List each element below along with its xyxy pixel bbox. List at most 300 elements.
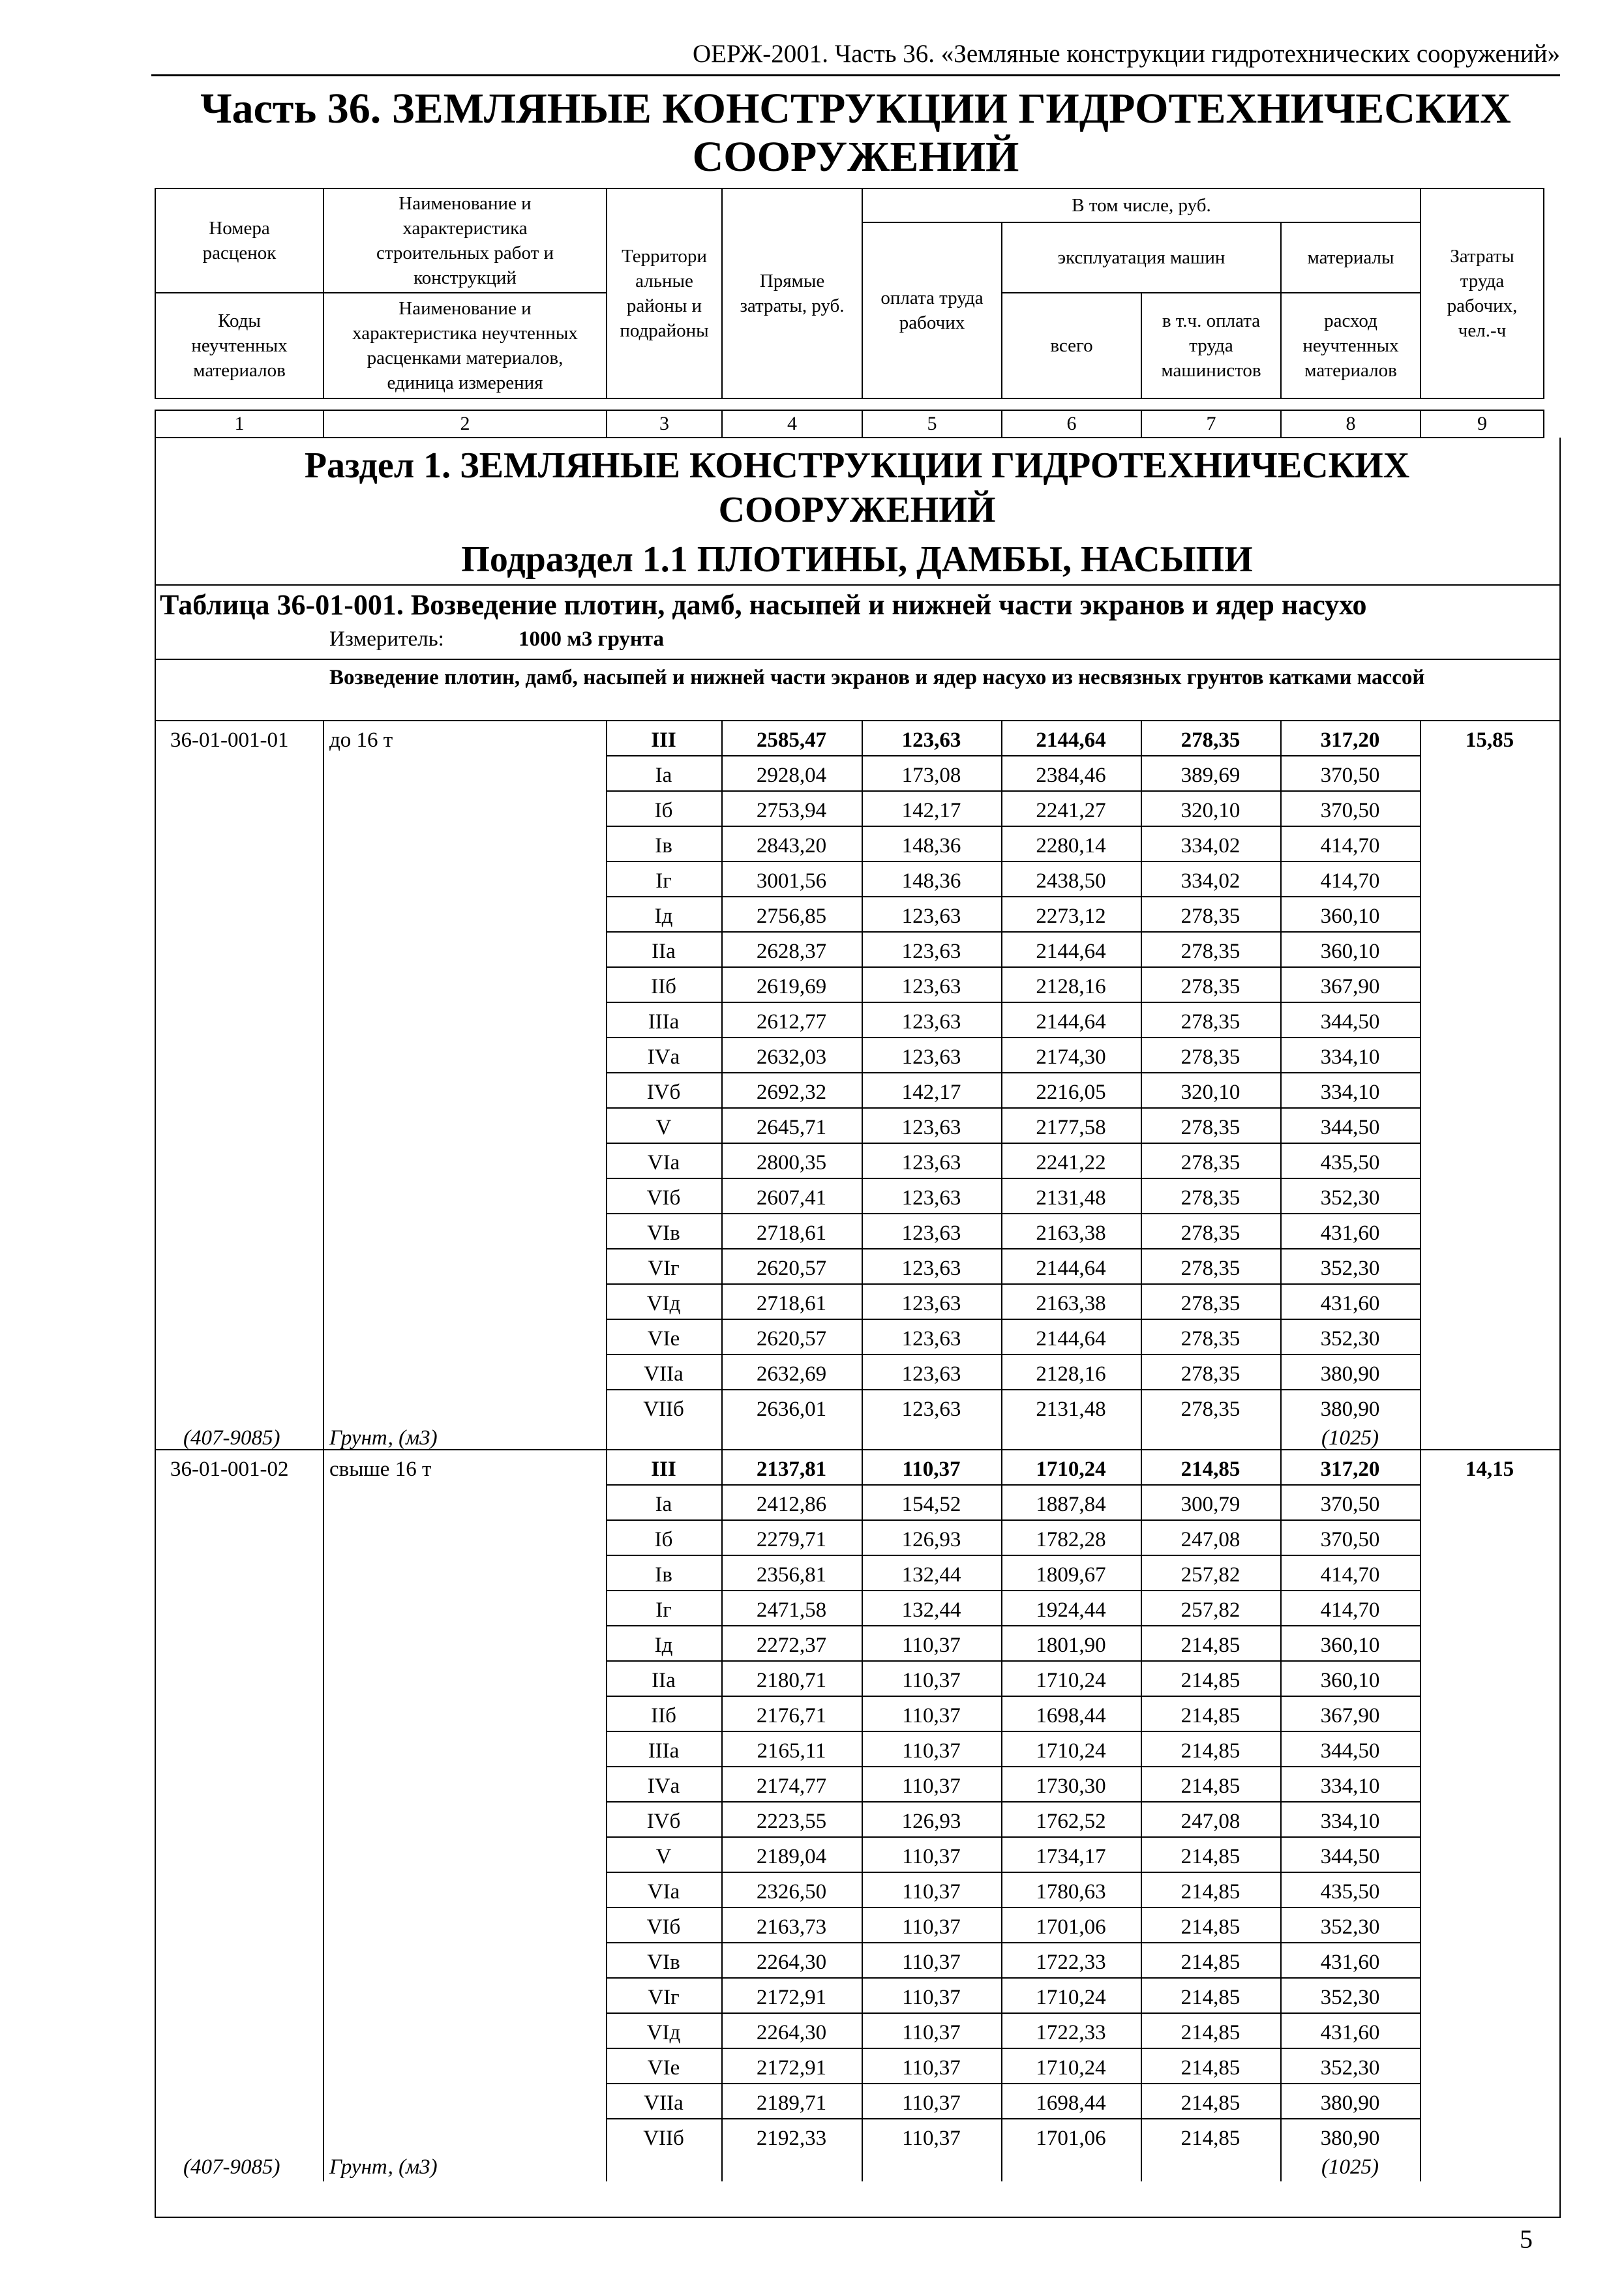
materials-cell: 431,60 (1320, 1292, 1380, 1315)
district-cell: Iа (655, 1493, 672, 1516)
machines-total-cell: 1730,30 (1036, 1774, 1106, 1798)
column-number: 9 (1421, 410, 1544, 438)
district-cell: Iг (655, 869, 672, 893)
operator-pay-cell: 278,35 (1180, 1010, 1241, 1034)
materials-cell: 334,10 (1320, 1081, 1380, 1104)
operator-pay-cell: 334,02 (1180, 834, 1241, 858)
district-cell: Iа (655, 764, 672, 787)
row-divider (606, 1213, 1420, 1214)
direct-costs-cell: 2174,77 (756, 1774, 827, 1798)
district-cell: IVб (646, 1081, 681, 1104)
work-name: свыше 16 т (329, 1458, 432, 1481)
machines-total-cell: 2384,46 (1036, 764, 1106, 787)
row-divider (606, 1037, 1420, 1038)
operator-pay-cell: 278,35 (1180, 975, 1241, 998)
materials-cell: 317,20 (1320, 1458, 1380, 1481)
direct-costs-cell: 2628,37 (756, 940, 827, 963)
header-operator-pay: в т.ч. оплата труда машинистов (1141, 293, 1281, 398)
direct-costs-cell: 2137,81 (756, 1458, 827, 1481)
direct-costs-cell: 2412,86 (756, 1493, 827, 1516)
direct-costs-cell: 2176,71 (756, 1704, 827, 1728)
worker-pay-cell: 126,93 (901, 1810, 961, 1833)
direct-costs-cell: 2272,37 (756, 1634, 827, 1657)
direct-costs-cell: 2180,71 (756, 1669, 827, 1692)
materials-cell: 414,70 (1320, 1563, 1380, 1587)
materials-cell: 367,90 (1320, 1704, 1380, 1728)
direct-costs-cell: 2471,58 (756, 1598, 827, 1622)
machines-total-cell: 1809,67 (1036, 1563, 1106, 1587)
machines-total-cell: 1924,44 (1036, 1598, 1106, 1622)
column-divider (1420, 720, 1421, 2181)
district-cell: VIе (647, 1327, 680, 1351)
materials-cell: 435,50 (1320, 1880, 1380, 1904)
district-cell: IVа (647, 1045, 680, 1069)
worker-pay-cell: 154,52 (901, 1493, 961, 1516)
worker-pay-cell: 142,17 (901, 799, 961, 822)
district-cell: Iб (654, 1528, 673, 1551)
header-including: В том числе, руб. (862, 188, 1421, 222)
direct-costs-cell: 2172,91 (756, 2056, 827, 2080)
machines-total-cell: 1762,52 (1036, 1810, 1106, 1833)
operator-pay-cell: 278,35 (1180, 1045, 1241, 1069)
worker-pay-cell: 132,44 (901, 1563, 961, 1587)
operator-pay-cell: 214,85 (1180, 2021, 1241, 2044)
machines-total-cell: 2144,64 (1036, 1010, 1106, 1034)
machines-total-cell: 1722,33 (1036, 2021, 1106, 2044)
district-cell: VIб (646, 1186, 681, 1210)
materials-cell: 352,30 (1320, 1257, 1380, 1280)
row-divider (606, 1660, 1420, 1662)
direct-costs-cell: 2718,61 (756, 1292, 827, 1315)
machines-total-cell: 2131,48 (1036, 1398, 1106, 1421)
direct-costs-cell: 2620,57 (756, 1257, 827, 1280)
operator-pay-cell: 214,85 (1180, 1669, 1241, 1692)
row-divider (606, 2118, 1420, 2119)
rate-code: 36-01-001-01 (170, 728, 289, 752)
header-work-name: Наименование и характеристика строительных работ и конструкций (323, 188, 607, 293)
direct-costs-cell: 2800,35 (756, 1151, 827, 1174)
row-divider (606, 755, 1420, 756)
column-number: 8 (1281, 410, 1421, 438)
row-divider (606, 1590, 1420, 1591)
direct-costs-cell: 2356,81 (756, 1563, 827, 1587)
operator-pay-cell: 278,35 (1180, 1151, 1241, 1174)
materials-cell: 352,30 (1320, 2056, 1380, 2080)
worker-pay-cell: 123,63 (901, 1362, 961, 1386)
operator-pay-cell: 214,85 (1180, 1880, 1241, 1904)
worker-pay-cell: 123,63 (901, 1398, 961, 1421)
materials-cell: 370,50 (1320, 1493, 1380, 1516)
material-name: Грунт, (м3) (329, 1426, 438, 1450)
worker-pay-cell: 110,37 (902, 1845, 961, 1868)
divider (155, 584, 1559, 586)
machines-total-cell: 1801,90 (1036, 1634, 1106, 1657)
direct-costs-cell: 2192,33 (756, 2127, 827, 2150)
district-cell: Iв (655, 1563, 672, 1587)
district-cell: VIа (647, 1880, 680, 1904)
worker-pay-cell: 123,63 (901, 1010, 961, 1034)
machines-total-cell: 2163,38 (1036, 1292, 1106, 1315)
machines-total-cell: 2128,16 (1036, 975, 1106, 998)
table-title: Таблица 36-01-001. Возведение плотин, дамб, насыпей и нижней части экранов и ядер насухо (160, 589, 1367, 621)
machines-total-cell: 2438,50 (1036, 869, 1106, 893)
worker-pay-cell: 110,37 (902, 2056, 961, 2080)
materials-cell: 370,50 (1320, 764, 1380, 787)
column-divider (323, 720, 324, 2181)
material-code: (407-9085) (183, 1426, 280, 1450)
direct-costs-cell: 2326,50 (756, 1880, 827, 1904)
row-divider (606, 1072, 1420, 1073)
district-cell: VIв (647, 1951, 680, 1974)
machines-total-cell: 1887,84 (1036, 1493, 1106, 1516)
materials-cell: 380,90 (1320, 2091, 1380, 2115)
row-divider (606, 896, 1420, 897)
district-cell: V (655, 1845, 672, 1868)
district-cell: Iб (654, 799, 673, 822)
worker-pay-cell: 123,63 (901, 1116, 961, 1139)
district-cell: Iг (655, 1598, 672, 1622)
material-quantity: (1025) (1321, 1426, 1379, 1450)
machines-total-cell: 2241,27 (1036, 799, 1106, 822)
district-cell: IVа (647, 1774, 680, 1798)
operator-pay-cell: 300,79 (1180, 1493, 1241, 1516)
worker-pay-cell: 123,63 (901, 728, 961, 752)
operator-pay-cell: 257,82 (1180, 1563, 1241, 1587)
district-cell: VIе (647, 2056, 680, 2080)
machines-total-cell: 1701,06 (1036, 1915, 1106, 1939)
divider (155, 659, 1559, 660)
material-quantity: (1025) (1321, 2155, 1379, 2179)
worker-pay-cell: 123,63 (901, 1327, 961, 1351)
direct-costs-cell: 2636,01 (756, 1398, 827, 1421)
materials-cell: 344,50 (1320, 1845, 1380, 1868)
district-cell: Iд (654, 1634, 673, 1657)
district-cell: VIIа (644, 1362, 684, 1386)
row-divider (606, 2012, 1420, 2014)
worker-pay-cell: 123,63 (901, 905, 961, 928)
row-divider (606, 1907, 1420, 1908)
district-cell: IIб (651, 1704, 676, 1728)
table-header (155, 188, 1544, 399)
district-cell: IVб (646, 1810, 681, 1833)
header-worker-pay: оплата труда рабочих (862, 222, 1002, 398)
machines-total-cell: 2216,05 (1036, 1081, 1106, 1104)
materials-cell: 380,90 (1320, 2127, 1380, 2150)
divider (155, 720, 1559, 721)
labor-costs-value: 14,15 (1465, 1458, 1514, 1481)
machines-total-cell: 1698,44 (1036, 2091, 1106, 2115)
operator-pay-cell: 214,85 (1180, 1458, 1241, 1481)
district-cell: VIг (648, 1986, 680, 2009)
district-cell: VIг (648, 1257, 680, 1280)
machines-total-cell: 2144,64 (1036, 1257, 1106, 1280)
worker-pay-cell: 173,08 (901, 764, 961, 787)
district-cell: Iв (655, 834, 672, 858)
direct-costs-cell: 2620,57 (756, 1327, 827, 1351)
worker-pay-cell: 132,44 (901, 1598, 961, 1622)
materials-cell: 380,90 (1320, 1398, 1380, 1421)
machines-total-cell: 2177,58 (1036, 1116, 1106, 1139)
row-divider (606, 1002, 1420, 1003)
worker-pay-cell: 123,63 (901, 975, 961, 998)
material-code: (407-9085) (183, 2155, 280, 2179)
row-divider (606, 826, 1420, 827)
materials-cell: 431,60 (1320, 2021, 1380, 2044)
measure-value: 1000 м3 грунта (519, 627, 665, 651)
materials-cell: 352,30 (1320, 1915, 1380, 1939)
materials-cell: 414,70 (1320, 869, 1380, 893)
row-divider (606, 1389, 1420, 1390)
materials-cell: 352,30 (1320, 1986, 1380, 2009)
direct-costs-cell: 2189,71 (756, 2091, 827, 2115)
worker-pay-cell: 110,37 (902, 2091, 961, 2115)
operator-pay-cell: 278,35 (1180, 940, 1241, 963)
materials-cell: 344,50 (1320, 1010, 1380, 1034)
worker-pay-cell: 123,63 (901, 1151, 961, 1174)
materials-cell: 360,10 (1320, 1669, 1380, 1692)
worker-pay-cell: 110,37 (902, 1704, 961, 1728)
running-header-text: ОЕРЖ-2001. Часть 36. «Земляные конструкции гидротехнических сооружений» (693, 40, 1560, 68)
machines-total-cell: 2131,48 (1036, 1186, 1106, 1210)
operator-pay-cell: 278,35 (1180, 1186, 1241, 1210)
row-divider (606, 1519, 1420, 1521)
row-divider (606, 1801, 1420, 1803)
machines-total-cell: 2144,64 (1036, 1327, 1106, 1351)
row-divider (606, 931, 1420, 933)
district-cell: V (655, 1116, 672, 1139)
machines-total-cell: 1710,24 (1036, 2056, 1106, 2080)
machines-total-cell: 2174,30 (1036, 1045, 1106, 1069)
materials-cell: 352,30 (1320, 1186, 1380, 1210)
worker-pay-cell: 123,63 (901, 1221, 961, 1245)
worker-pay-cell: 123,63 (901, 1045, 961, 1069)
row-divider (606, 1731, 1420, 1732)
district-cell: VIб (646, 1915, 681, 1939)
direct-costs-cell: 2264,30 (756, 1951, 827, 1974)
column-number: 7 (1141, 410, 1281, 438)
machines-total-cell: 1780,63 (1036, 1880, 1106, 1904)
worker-pay-cell: 110,37 (902, 1669, 961, 1692)
district-cell: III (651, 728, 676, 752)
materials-cell: 360,10 (1320, 905, 1380, 928)
direct-costs-cell: 2279,71 (756, 1528, 827, 1551)
worker-pay-cell: 123,63 (901, 940, 961, 963)
district-cell: VIа (647, 1151, 680, 1174)
operator-pay-cell: 278,35 (1180, 1398, 1241, 1421)
operator-pay-cell: 214,85 (1180, 2056, 1241, 2080)
direct-costs-cell: 2172,91 (756, 1986, 827, 2009)
operator-pay-cell: 320,10 (1180, 1081, 1241, 1104)
direct-costs-cell: 2753,94 (756, 799, 827, 822)
materials-cell: 414,70 (1320, 834, 1380, 858)
rate-code: 36-01-001-02 (170, 1458, 289, 1481)
row-divider (606, 1354, 1420, 1355)
work-description: Возведение плотин, дамб, насыпей и нижней части экранов и ядер насухо из несвязных грунтов катками массой (329, 666, 1425, 689)
district-cell: VIд (646, 2021, 681, 2044)
header-machines-total: всего (1002, 293, 1141, 398)
materials-cell: 317,20 (1320, 728, 1380, 752)
direct-costs-cell: 2928,04 (756, 764, 827, 787)
materials-cell: 431,60 (1320, 1221, 1380, 1245)
worker-pay-cell: 110,37 (902, 1880, 961, 1904)
row-divider (606, 1143, 1420, 1144)
machines-total-cell: 2280,14 (1036, 834, 1106, 858)
section-title-line1: Раздел 1. ЗЕМЛЯНЫЕ КОНСТРУКЦИИ ГИДРОТЕХНИЧЕСКИХ (304, 445, 1410, 486)
operator-pay-cell: 278,35 (1180, 1257, 1241, 1280)
row-divider (606, 1484, 1420, 1486)
worker-pay-cell: 142,17 (901, 1081, 961, 1104)
operator-pay-cell: 257,82 (1180, 1598, 1241, 1622)
direct-costs-cell: 2843,20 (756, 834, 827, 858)
operator-pay-cell: 389,69 (1180, 764, 1241, 787)
worker-pay-cell: 110,37 (902, 1774, 961, 1798)
column-number: 6 (1002, 410, 1141, 438)
operator-pay-cell: 247,08 (1180, 1528, 1241, 1551)
operator-pay-cell: 214,85 (1180, 1634, 1241, 1657)
header-machine-operation: эксплуатация машин (1002, 222, 1281, 293)
materials-cell: 370,50 (1320, 799, 1380, 822)
column-number-row (155, 410, 1544, 438)
column-number: 2 (323, 410, 607, 438)
row-divider (606, 1836, 1420, 1838)
row-divider (606, 1766, 1420, 1767)
running-header (151, 34, 1560, 76)
header-direct-costs: Прямые затраты, руб. (722, 188, 862, 398)
operator-pay-cell: 278,35 (1180, 728, 1241, 752)
row-divider (606, 1555, 1420, 1556)
worker-pay-cell: 110,37 (902, 2127, 961, 2150)
row-divider (606, 2048, 1420, 2049)
column-number: 5 (862, 410, 1002, 438)
header-material-codes: Коды неучтенных материалов (155, 293, 323, 398)
row-divider (606, 1872, 1420, 1873)
worker-pay-cell: 110,37 (902, 2021, 961, 2044)
district-cell: VIIб (643, 2127, 684, 2150)
direct-costs-cell: 2585,47 (756, 728, 827, 752)
operator-pay-cell: 278,35 (1180, 905, 1241, 928)
district-cell: IIа (652, 940, 676, 963)
materials-cell: 367,90 (1320, 975, 1380, 998)
district-cell: IIIа (648, 1739, 680, 1763)
materials-cell: 344,50 (1320, 1116, 1380, 1139)
materials-cell: 414,70 (1320, 1598, 1380, 1622)
operator-pay-cell: 278,35 (1180, 1362, 1241, 1386)
direct-costs-cell: 2756,85 (756, 905, 827, 928)
operator-pay-cell: 278,35 (1180, 1221, 1241, 1245)
machines-total-cell: 2241,22 (1036, 1151, 1106, 1174)
district-cell: Iд (654, 905, 673, 928)
worker-pay-cell: 110,37 (902, 1739, 961, 1763)
header-rate-numbers: Номера расценок (155, 188, 323, 293)
materials-cell: 334,10 (1320, 1774, 1380, 1798)
labor-costs-value: 15,85 (1465, 728, 1514, 752)
materials-cell: 380,90 (1320, 1362, 1380, 1386)
direct-costs-cell: 2163,73 (756, 1915, 827, 1939)
operator-pay-cell: 320,10 (1180, 799, 1241, 822)
row-divider (606, 861, 1420, 862)
materials-cell: 334,10 (1320, 1810, 1380, 1833)
machines-total-cell: 1782,28 (1036, 1528, 1106, 1551)
machines-total-cell: 1734,17 (1036, 1845, 1106, 1868)
district-cell: VIд (646, 1292, 681, 1315)
operator-pay-cell: 214,85 (1180, 1774, 1241, 1798)
row-divider (606, 966, 1420, 968)
part-title-line1: Часть 36. ЗЕМЛЯНЫЕ КОНСТРУКЦИИ ГИДРОТЕХНИЧЕСКИХ (200, 85, 1511, 132)
operator-pay-cell: 214,85 (1180, 1739, 1241, 1763)
work-name: до 16 т (329, 728, 393, 752)
worker-pay-cell: 123,63 (901, 1257, 961, 1280)
worker-pay-cell: 123,63 (901, 1186, 961, 1210)
page-number: 5 (1520, 2224, 1533, 2254)
row-divider (606, 1977, 1420, 1979)
machines-total-cell: 2128,16 (1036, 1362, 1106, 1386)
header-material-consumption: расход неучтенных материалов (1281, 293, 1421, 398)
worker-pay-cell: 126,93 (901, 1528, 961, 1551)
district-cell: VIIа (644, 2091, 684, 2115)
direct-costs-cell: 2223,55 (756, 1810, 827, 1833)
row-divider (606, 1283, 1420, 1285)
worker-pay-cell: 110,37 (902, 1634, 961, 1657)
measure-label: Измеритель: (329, 627, 444, 651)
operator-pay-cell: 214,85 (1180, 1845, 1241, 1868)
district-cell: VIв (647, 1221, 680, 1245)
worker-pay-cell: 110,37 (902, 1951, 961, 1974)
district-cell: IIб (651, 975, 676, 998)
direct-costs-cell: 2632,69 (756, 1362, 827, 1386)
row-divider (606, 790, 1420, 792)
worker-pay-cell: 110,37 (902, 1915, 961, 1939)
machines-total-cell: 2144,64 (1036, 728, 1106, 752)
column-number: 1 (155, 410, 323, 438)
materials-cell: 370,50 (1320, 1528, 1380, 1551)
operator-pay-cell: 214,85 (1180, 2091, 1241, 2115)
materials-cell: 435,50 (1320, 1151, 1380, 1174)
direct-costs-cell: 2165,11 (757, 1739, 826, 1763)
materials-cell: 352,30 (1320, 1327, 1380, 1351)
operator-pay-cell: 278,35 (1180, 1292, 1241, 1315)
column-number: 4 (722, 410, 862, 438)
direct-costs-cell: 2632,03 (756, 1045, 827, 1069)
material-name: Грунт, (м3) (329, 2155, 438, 2179)
row-divider (606, 1248, 1420, 1249)
machines-total-cell: 1710,24 (1036, 1986, 1106, 2009)
operator-pay-cell: 214,85 (1180, 1951, 1241, 1974)
row-divider (606, 1178, 1420, 1179)
direct-costs-cell: 2607,41 (756, 1186, 827, 1210)
header-material-names: Наименование и характеристика неучтенных расценками материалов, единица измерения (323, 293, 607, 398)
machines-total-cell: 1710,24 (1036, 1458, 1106, 1481)
operator-pay-cell: 214,85 (1180, 1915, 1241, 1939)
operator-pay-cell: 278,35 (1180, 1327, 1241, 1351)
direct-costs-cell: 3001,56 (756, 869, 827, 893)
header-labor-costs: Затраты труда рабочих, чел.-ч (1421, 188, 1544, 398)
worker-pay-cell: 110,37 (902, 1986, 961, 2009)
worker-pay-cell: 148,36 (901, 834, 961, 858)
operator-pay-cell: 214,85 (1180, 1986, 1241, 2009)
row-divider (606, 1696, 1420, 1697)
machines-total-cell: 1710,24 (1036, 1739, 1106, 1763)
direct-costs-cell: 2189,04 (756, 1845, 827, 1868)
row-divider (606, 2083, 1420, 2084)
district-cell: IIа (652, 1669, 676, 1692)
operator-pay-cell: 278,35 (1180, 1116, 1241, 1139)
operator-pay-cell: 247,08 (1180, 1810, 1241, 1833)
machines-total-cell: 2163,38 (1036, 1221, 1106, 1245)
operator-pay-cell: 334,02 (1180, 869, 1241, 893)
materials-cell: 344,50 (1320, 1739, 1380, 1763)
district-cell: III (651, 1458, 676, 1481)
machines-total-cell: 1701,06 (1036, 2127, 1106, 2150)
